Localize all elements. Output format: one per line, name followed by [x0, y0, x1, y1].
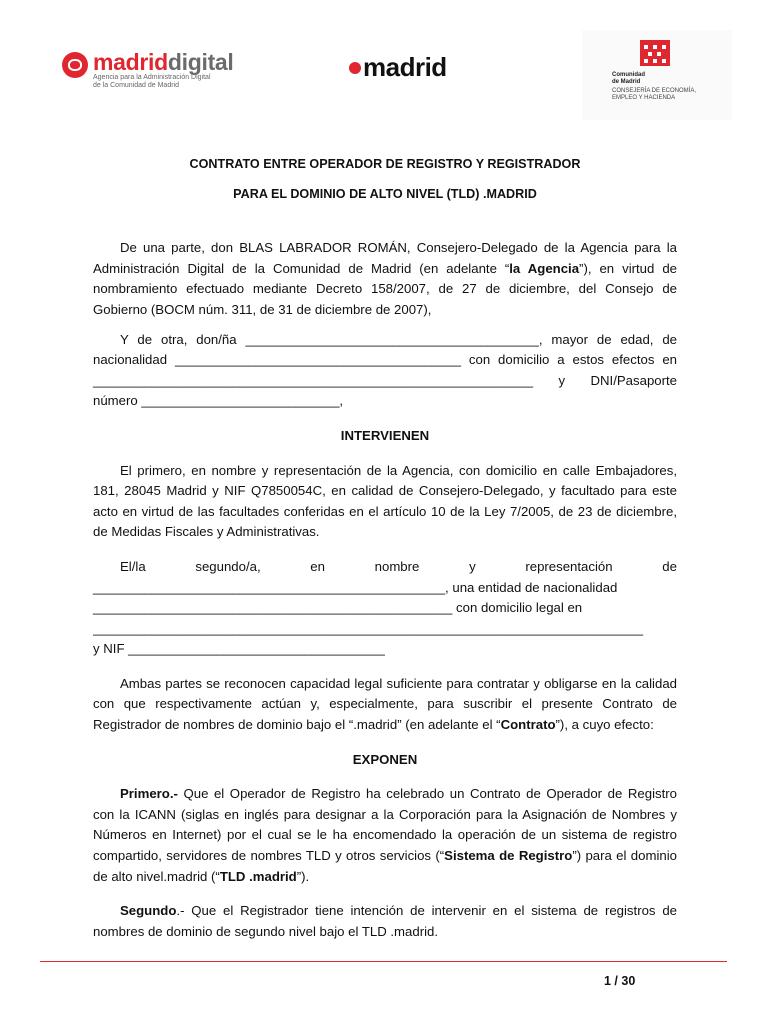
madrid-digital-wordmark: madriddigital — [93, 49, 234, 75]
em-madrid-logo — [349, 52, 447, 83]
consejeria-name: CONSEJERÍA DE ECONOMÍA, EMPLEO Y HACIENDA — [612, 88, 697, 101]
page-number: 1 / 30 — [604, 974, 636, 988]
comunidad-madrid-title: Comunidad de Madrid — [612, 72, 645, 85]
footer-divider — [40, 961, 727, 962]
em-madrid-wordmark: madrid — [363, 52, 447, 82]
paragraph-intervienen-segundo: El/la segundo/a, en nombre y representación de — [120, 558, 677, 574]
heading-intervienen: INTERVIENEN — [340, 427, 430, 443]
paragraph-segundo: Segundo.- Que el Registrador tiene intención de intervenir en el sistema de registros de nombres de dominio de segundo nivel bajo el TLD .madrid. — [93, 903, 677, 939]
page-header — [0, 0, 770, 130]
paragraph-primero: Primero.- Que el Operador de Registro ha celebrado un Contrato de Operador de Registro con la ICANN (siglas en inglés para designar a la Corporación para la Asignación de Nombres y Números en Internet) por el cual se le ha encomendado la operación de un sistema de registro compartido, servidores de nombres TLD y otros servicios (“Sistema de Registro”) para el dominio de alto nivel.madrid (“TLD .madrid”). — [93, 786, 677, 884]
document-body: CONTRATO ENTRE OPERADOR DE REGISTRO Y REGISTRADOR PARA EL DOMINIO DE ALTO NIVEL (TLD) .MADRID De una parte, don BLAS LABRADOR ROMÁN, Consejero-Delegado de la Agencia para la Administración Digital de la Comunidad de Madrid (en adelante “la Agencia”), en virtud de nombramiento efectuado mediante Decreto 158/2007, de 27 de diciembre, del Consejo de Gobierno (BOCM núm. 311, de 31 de diciembre de 2007), Y de otra, don/ña ________________________________________, mayor de edad, de nacionalidad _______________________________________ con domicilio a estos efectos en ____________________________________________________________ y DNI/Pasaporte número ___________________________, INTERVIENEN El primero, en nombre y representación de la Agencia, con domicilio en calle Embajadores, 181, 28045 Madrid y NIF Q7850054C, en calidad de Consejero-Delegado, y facultado para este acto en virtud de las facultades conferidas en el artículo 10 de la Ley 7/2005, de 23 de diciembre, de Medidas Fiscales y Administrativas. El/la segundo/a, en nombre y representación de ________________________________________________, una entidad de nacionalidad _________________________________________________ con domicilio legal en ___________________________________________________________________________ y NIF ___________________________________ Ambas partes se reconocen capacidad legal suficiente para contratar y obligarse en la calidad con que respectivamente actúan y, especialmente, para suscribir el presente Contrato de Registrador de nombres de dominio bajo el “.madrid” (en adelante el “Contrato”), a cuyo efecto: EXPONEN Primero.- Que el Operador de Registro ha celebrado un Contrato de Operador de Registro con la ICANN (siglas en inglés para designar a la Corporación para la Asignación de Nombres y Números en Internet) por el cual se le ha encomendado la operación de un sistema de registro compartido, servidores de nombres TLD y otros servicios (“Sistema de Registro”) para el dominio de alto nivel.madrid (“TLD .madrid”). Segundo.- Que el Registrador tiene intención de intervenir en el sistema de registros de nombres de dominio de segundo nivel bajo el TLD .madrid. — [93, 150, 677, 942]
document-title-line2: PARA EL DOMINIO DE ALTO NIVEL (TLD) .MADRID — [233, 186, 537, 201]
paragraph-segunda-parte: Y de otra, don/ña ________________________________________, mayor de edad, de nacionalidad _______________________________________ con domicilio a estos efectos en ____________________________________________________________ y DNI/Pasaporte número ___________________________, — [93, 331, 677, 409]
em-madrid-dot-icon — [349, 62, 361, 74]
paragraph-intervienen-primero: El primero, en nombre y representación de la Agencia, con domicilio en calle Embajadores, 181, 28045 Madrid y NIF Q7850054C, en calidad de Consejero-Delegado, y facultado para este acto en virtud de las facultades conferidas en el artículo 10 de la Ley 7/2005, de 23 de diciembre, de Medidas Fiscales y Administrativas. — [93, 462, 677, 540]
madrid-digital-emblem-icon — [62, 52, 88, 78]
comunidad-madrid-flag-icon — [640, 40, 670, 66]
madrid-digital-subtitle: Agencia para la Administración Digital de la Comunidad de Madrid — [93, 74, 211, 89]
paragraph-capacidad-legal: Ambas partes se reconocen capacidad legal suficiente para contratar y obligarse en la calidad con que respectivamente actúan y, especialmente, para suscribir el presente Contrato de Registrador de nombres de dominio bajo el “.madrid” (en adelante el “Contrato”), a cuyo efecto: — [93, 675, 677, 733]
paragraph-primera-parte: De una parte, don BLAS LABRADOR ROMÁN, Consejero-Delegado de la Agencia para la Administración Digital de la Comunidad de Madrid (en adelante “la Agencia”), en virtud de nombramiento efectuado mediante Decreto 158/2007, de 27 de diciembre, del Consejo de Gobierno (BOCM núm. 311, de 31 de diciembre de 2007), — [93, 240, 677, 317]
document-title-line1: CONTRATO ENTRE OPERADOR DE REGISTRO Y REGISTRADOR — [189, 157, 581, 171]
heading-exponen: EXPONEN — [352, 751, 418, 767]
